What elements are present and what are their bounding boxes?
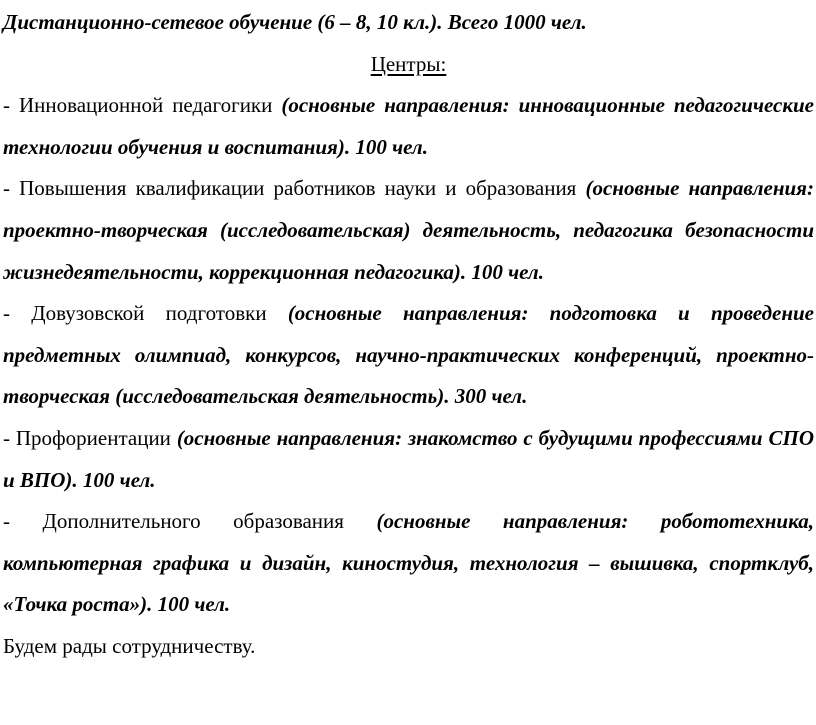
center-item-pre-university	[3, 293, 814, 418]
center-details: (основные направления: робототехника, компьютерная графика и дизайн, киностудия, технология – вышивка, спортклуб, «Точка роста»). 100 чел.	[3, 509, 814, 617]
centers-heading: Центры:	[370, 51, 447, 76]
center-details: (основные направления: подготовка и проведение предметных олимпиад, конкурсов, научно-практических конференций, проектно-творческая (исследовательская деятельность). 300 чел.	[3, 301, 814, 409]
center-details: (основные направления: инновационные педагогические технологии обучения и воспитания). 100 чел.	[3, 93, 814, 159]
center-details: (основные направления: проектно-творческая (исследовательская) деятельность, педагогика безопасности жизнедеятельности, коррекционная педагогика). 100 чел.	[3, 176, 814, 284]
center-name: - Довузовской подготовки	[3, 301, 288, 326]
document-title: Дистанционно-сетевое обучение (6 – 8, 10 кл.). Всего 1000 чел.	[3, 10, 587, 34]
center-name: - Инновационной педагогики	[3, 93, 282, 118]
center-item-qualification	[3, 168, 814, 293]
center-item-career-guidance	[3, 418, 814, 501]
center-name: - Дополнительного образования	[3, 509, 377, 534]
center-item-innovative-pedagogy	[3, 85, 814, 168]
center-name: - Повышения квалификации работников науки и образования	[3, 176, 586, 201]
closing-text: Будем рады сотрудничеству.	[3, 633, 256, 658]
center-name: - Профориентации	[3, 425, 177, 450]
center-item-additional-education	[3, 501, 814, 626]
center-details: (основные направления: знакомство с будущими профессиями СПО и ВПО). 100 чел.	[3, 425, 814, 492]
